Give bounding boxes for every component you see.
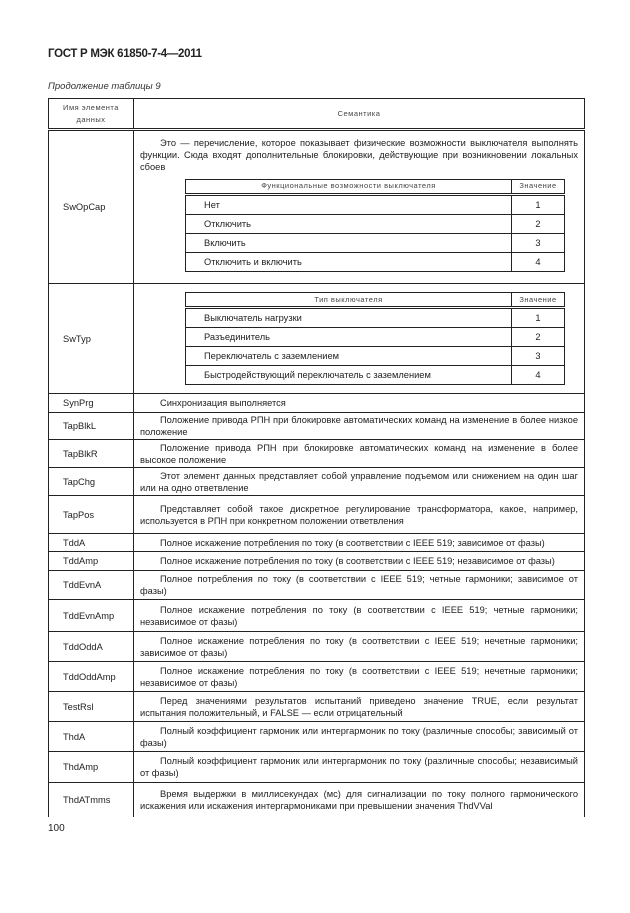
table-row (49, 752, 585, 783)
data-element-name: TddA (49, 534, 134, 552)
semantics-text: Полное потребления по току (в соответствии с IEEE 519; четные гармоники; зависимое от фазы) (140, 574, 578, 596)
semantics-text: Время выдержки в миллисекундах (мс) для сигнализации по току полного гармонического искажения или искажения интергармониками при превышении значения ThdVVal (140, 788, 578, 811)
semantics-text: Полное искажение потребления по току (в соответствии с IEEE 519; зависимое от фазы) (160, 537, 545, 548)
inner-value-header: Значение (512, 293, 565, 308)
table-row (49, 394, 585, 413)
semantics-text: Полное искажение потребления по току (в соответствии с IEEE 519; независимое от фазы) (160, 556, 555, 566)
inner-header: Тип выключателя (186, 293, 512, 308)
table-row (49, 783, 585, 817)
data-element-name: TapChg (49, 468, 134, 496)
table-row (49, 534, 585, 552)
semantics-text: Это — перечисление, которое показывает физические возможности выключателя выполнять функции. Сюда входят дополнительные блокировки, действующие при возникновении локальных сбоев (140, 137, 578, 172)
inner-value: 4 (512, 252, 565, 271)
table-row (49, 440, 585, 468)
data-element-name: SwTyp (49, 284, 134, 394)
switch-capability-table (185, 179, 565, 272)
table-row (49, 130, 585, 284)
document-title: ГОСТ Р МЭК 61850-7-4—2011 (48, 48, 202, 60)
semantics-text: Полный коэффициент гармоник или интергармоник по току (различные способы; зависимый от фазы) (140, 725, 578, 748)
data-element-name: TddOddAmp (49, 662, 134, 692)
table-row (49, 600, 585, 632)
data-element-name: TestRsl (49, 692, 134, 722)
inner-label: Разъединитель (186, 328, 512, 347)
data-element-name: SwOpCap (49, 130, 134, 284)
inner-label: Нет (186, 194, 512, 214)
table-row (49, 692, 585, 722)
table-row (49, 413, 585, 440)
table-row (49, 632, 585, 662)
column-header-name: Имя элемента данных (49, 99, 134, 130)
data-element-name: ThdA (49, 722, 134, 752)
data-element-name: TddEvnAmp (49, 600, 134, 632)
inner-label: Переключатель с заземлением (186, 347, 512, 366)
data-element-name: TddEvnA (49, 571, 134, 600)
inner-label: Включить (186, 233, 512, 252)
semantics-text: Полное искажение потребления по току (в соответствии с IEEE 519; нечетные гармоники; независимое от фазы) (140, 665, 578, 688)
data-element-name: TapPos (49, 496, 134, 534)
table-row (49, 468, 585, 496)
data-element-name: ThdATmms (49, 783, 134, 817)
inner-label: Отключить и включить (186, 252, 512, 271)
inner-value: 1 (512, 194, 565, 214)
inner-value-header: Значение (512, 179, 565, 194)
inner-label: Быстродействующий переключатель с заземлением (186, 366, 512, 385)
inner-header: Функциональные возможности выключателя (186, 179, 512, 194)
semantics-text: Перед значениями результатов испытаний приведено значение TRUE, если результат испытания положительный, и FALSE — если отрицательный (140, 695, 578, 718)
data-element-name: TapBlkL (49, 413, 134, 440)
table-row (49, 662, 585, 692)
inner-value: 3 (512, 233, 565, 252)
table-row (49, 722, 585, 752)
semantics-text: Этот элемент данных представляет собой управление подъемом или снижением на один шаг или на одно ответвление (140, 470, 578, 493)
semantics-text: Положение привода РПН при блокировке автоматических команд на изменение в более высокое положение (140, 442, 578, 465)
data-element-name: ThdAmp (49, 752, 134, 783)
table-row (49, 496, 585, 534)
data-elements-table (48, 98, 585, 817)
semantics-text: Полное искажение потребления по току (в соответствии с IEEE 519; четные гармоники; независимое от фазы) (140, 604, 578, 627)
inner-value: 2 (512, 328, 565, 347)
table-row (49, 571, 585, 600)
semantics-text: Синхронизация выполняется (160, 398, 286, 408)
semantics-text: Представляет собой такое дискретное регулирование трансформатора, какое, например, используется в РПН при конкретном положении ответвления (140, 503, 578, 526)
column-header-semantics: Семантика (134, 99, 585, 130)
switch-type-table (185, 292, 565, 385)
inner-value: 2 (512, 214, 565, 233)
data-element-name: SynPrg (49, 394, 134, 413)
table-continuation-caption: Продолжение таблицы 9 (48, 81, 161, 92)
inner-label: Отключить (186, 214, 512, 233)
data-element-name: TddOddA (49, 632, 134, 662)
inner-value: 1 (512, 308, 565, 328)
inner-label: Выключатель нагрузки (186, 308, 512, 328)
table-row (49, 284, 585, 394)
semantics-text: Полное искажение потребления по току (в соответствии с IEEE 519; нечетные гармоники; зависимое от фазы) (140, 635, 578, 658)
semantics-text: Полный коэффициент гармоник или интергармоник по току (различные способы; независимый от фазы) (140, 756, 578, 778)
data-element-name: TddAmp (49, 552, 134, 571)
data-element-name: TapBlkR (49, 440, 134, 468)
table-row (49, 552, 585, 571)
inner-value: 4 (512, 366, 565, 385)
semantics-text: Положение привода РПН при блокировке автоматических команд на изменение в более низкое положение (140, 415, 578, 437)
inner-value: 3 (512, 347, 565, 366)
page-number: 100 (48, 823, 65, 834)
table-header-row (49, 99, 585, 130)
